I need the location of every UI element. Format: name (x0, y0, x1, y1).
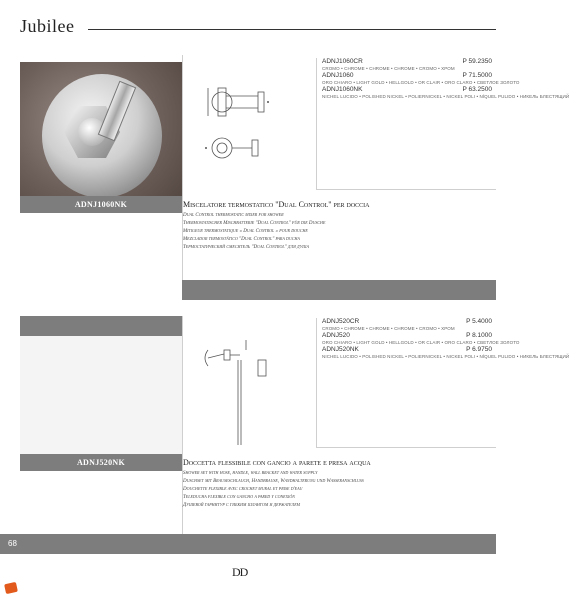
variant-code: ADNJ1060CR (322, 58, 363, 65)
product-photo (20, 62, 182, 212)
translation-line: Mezclador termostático "Dual Control" para ducha (183, 237, 300, 242)
translation-line: Mitigeur thermostatique « Dual Control » pour douche (183, 229, 308, 234)
page-number: 68 (0, 534, 182, 554)
variant-finish: NICHEL LUCIDO • POLISHED NICKEL • POLIERNICKEL • NICKEL POLI • NÍQUEL PULIDO • НИКЕЛЬ БЛЕСТЯЩИЙ (322, 354, 569, 359)
variant-code: ADNJ520 (322, 332, 350, 339)
variant-code: ADNJ520NK (322, 346, 359, 353)
product-translations (183, 212, 325, 252)
spec-row (322, 72, 496, 80)
brand-title: Jubilee (20, 16, 75, 36)
variant-code: ADNJ1060NK (322, 86, 363, 93)
spec-panel (316, 318, 569, 448)
translation-line: Thermostatischer Mischbatterie "Dual Control" für die Dusche (183, 221, 326, 226)
variant-code: ADNJ1060 (322, 72, 354, 79)
variant-price: P 63.2500 (462, 86, 492, 93)
header-rule (88, 29, 496, 30)
variant-finish: ORO CHIARO • LIGHT GOLD • HELLGOLD • OR CLAIR • ORO CLARO • СВЕТЛОЕ ЗОЛОТО (322, 80, 520, 85)
translation-line: Duschset mit Brauseschlauch, Handbrause, Wandhalterung und Wasseranschluss (183, 479, 364, 484)
section-header-bar (20, 316, 182, 336)
translation-line: Dual Control thermostatic mixer for shower (183, 213, 284, 218)
product-title: Doccetta flessibile con gancio a parete e presa acqua (183, 458, 371, 467)
variant-code: ADNJ520CR (322, 318, 360, 325)
translation-line: Душевой гарнитур с гибким шлангом и держателем (183, 503, 300, 508)
spec-row (322, 86, 496, 94)
technical-drawing (188, 320, 308, 450)
spec-panel (316, 58, 569, 190)
translation-line: Термостатический смеситель "Dual Control" для душа (183, 245, 309, 250)
product-code-label: ADNJ1060NK (20, 196, 182, 213)
variant-finish: ORO CHIARO • LIGHT GOLD • HELLGOLD • OR CLAIR • ORO CLARO • СВЕТЛОЕ ЗОЛОТО (322, 340, 520, 345)
variant-finish: CROMO • CHROME • CHROME • CHROME • CROMO • ХРОМ (322, 66, 455, 71)
section-divider-bar (182, 280, 496, 300)
translation-line: Shower set with hose, handle, wall bracket and water supply (183, 471, 318, 476)
translation-line: Teleducha flexible con gancho a pared y conexión (183, 495, 295, 500)
variant-price: P 5.4000 (466, 318, 492, 325)
technical-drawing (188, 70, 308, 180)
variant-price: P 59.2350 (462, 58, 492, 65)
product-code-label: ADNJ520NK (20, 454, 182, 471)
spec-row (322, 332, 496, 340)
brand-logo: DD (232, 565, 248, 579)
variant-price: P 71.5000 (462, 72, 492, 79)
variant-finish: NICHEL LUCIDO • POLISHED NICKEL • POLIERNICKEL • NICKEL POLI • NÍQUEL PULIDO • НИКЕЛЬ БЛЕСТЯЩИЙ (322, 94, 569, 99)
product-translations (183, 470, 364, 510)
footer-bar (182, 534, 496, 554)
translation-line: Douchette flexible avec crochet mural et prise d'eau (183, 487, 303, 492)
spec-row (322, 346, 496, 354)
variant-finish: CROMO • CHROME • CHROME • CHROME • CROMO • ХРОМ (322, 326, 455, 331)
spec-row (322, 58, 496, 66)
product-title: Miscelatore termostatico "Dual Control" per doccia (183, 200, 370, 209)
variant-price: P 6.9750 (466, 346, 492, 353)
variant-price: P 8.1000 (466, 332, 492, 339)
tag-icon (4, 582, 18, 594)
product-photo (20, 336, 182, 454)
spec-row (322, 318, 496, 326)
